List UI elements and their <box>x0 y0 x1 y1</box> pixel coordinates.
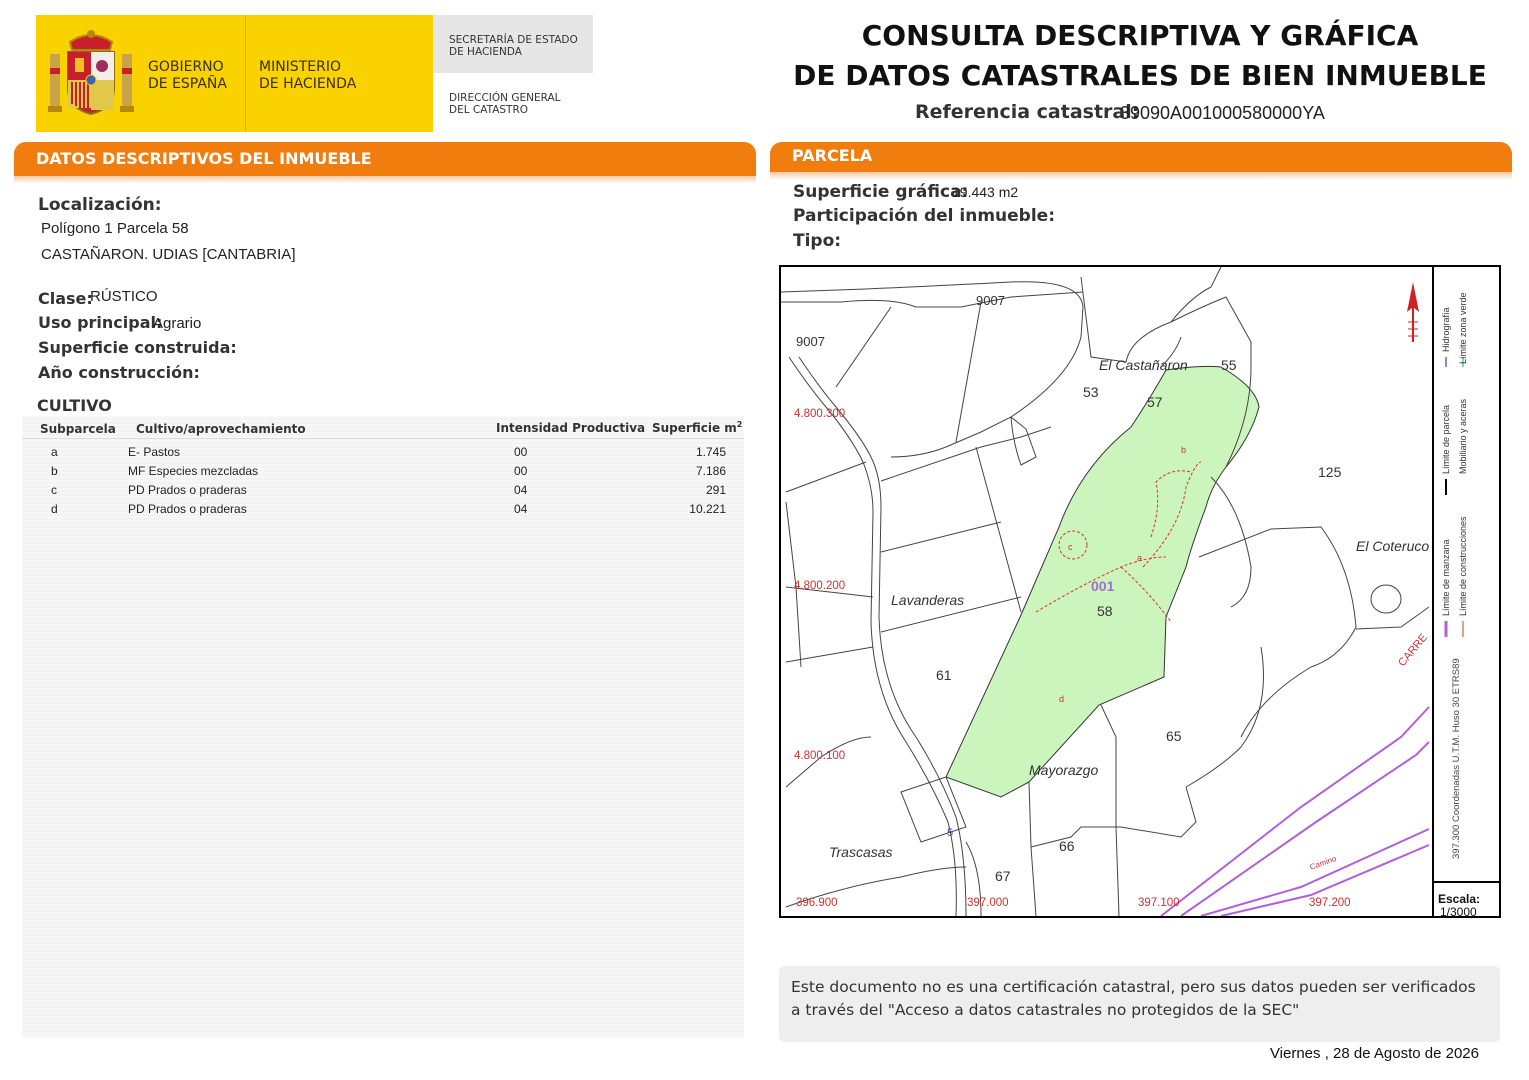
title-line2: DE DATOS CATASTRALES DE BIEN INMUEBLE <box>793 59 1487 92</box>
legend-mobiliario: Mobiliario y aceras <box>1458 398 1468 474</box>
document-title <box>770 16 1510 96</box>
label-61: 61 <box>936 667 952 683</box>
label-66: 66 <box>1059 838 1075 854</box>
label-coteruco: El Coteruco <box>1356 538 1430 554</box>
label-125: 125 <box>1318 464 1342 480</box>
anio-construccion-label: Año construcción: <box>38 363 200 382</box>
secretaria-label <box>449 34 578 58</box>
cell-superficie: 291 <box>705 483 726 497</box>
ministerio-label <box>259 59 356 93</box>
ministerio-line1: MINISTERIO <box>259 59 341 75</box>
col-cultivo: Cultivo/aprovechamiento <box>136 422 306 436</box>
pond-shape <box>1371 585 1401 613</box>
tipo-label: Tipo: <box>793 231 842 251</box>
label-9007a: 9007 <box>976 293 1005 308</box>
cell-intensidad: 04 <box>514 502 528 516</box>
label-55: 55 <box>1221 357 1237 373</box>
cell-superficie: 7.186 <box>695 464 726 478</box>
uso-principal-value: Agrario <box>153 315 202 332</box>
coord-y-300: 4.800.300 <box>794 408 846 420</box>
gobierno-line2: DE ESPAÑA <box>148 76 227 92</box>
logo-divider <box>245 15 246 132</box>
gobierno-line1: GOBIERNO <box>148 59 224 75</box>
cell-cultivo: E- Pastos <box>128 445 181 459</box>
label-67: 67 <box>995 868 1011 884</box>
col-superficie-sup: 2 <box>736 420 743 429</box>
legend-limite-manzana: Límite de manzana <box>1441 539 1451 616</box>
label-carre: CARRE <box>1396 631 1431 669</box>
parcela-header-shadow <box>770 172 1512 180</box>
col-superficie <box>652 420 742 435</box>
uso-principal-label: Uso principal: <box>38 313 163 332</box>
legend-zona-verde: Límite zona verde <box>1458 292 1468 364</box>
label-sub-a: a <box>1137 553 1143 563</box>
label-9007b: 9007 <box>796 334 825 349</box>
label-sub-b: b <box>1181 445 1187 455</box>
label-65: 65 <box>1166 728 1182 744</box>
label-sub-c: c <box>1068 542 1073 552</box>
cell-intensidad: 00 <box>514 445 528 459</box>
cell-intensidad: 04 <box>514 483 528 497</box>
col-subparcela: Subparcela <box>40 422 116 436</box>
cell-superficie: 1.745 <box>695 445 726 459</box>
title-line1: CONSULTA DESCRIPTIVA Y GRÁFICA <box>861 19 1419 52</box>
parcela-section-header: PARCELA <box>770 142 1512 172</box>
gobierno-label <box>148 59 227 93</box>
legend-hidrografia: Hidrografía <box>1441 307 1451 352</box>
label-001: 001 <box>1091 578 1115 594</box>
disclaimer-note: Este documento no es una certificación catastral, pero sus datos pueden ser verificados a través del "Acceso a datos catastrales no protegidos de la SEC" <box>779 966 1500 1042</box>
label-trascasas: Trascasas <box>829 844 893 860</box>
coord-y-200: 4.800.200 <box>794 580 846 592</box>
cell-subparcela: c <box>51 483 57 497</box>
label-57: 57 <box>1147 394 1163 410</box>
label-camino: Camino <box>1308 853 1338 872</box>
label-mayorazgo: Mayorazgo <box>1029 762 1099 778</box>
cell-cultivo: PD Prados o praderas <box>128 483 247 497</box>
table-header-divider <box>22 438 744 439</box>
coat-of-arms-icon <box>48 28 134 116</box>
secretaria-line1: SECRETARÍA DE ESTADO <box>449 34 578 46</box>
superficie-construida-label: Superficie construida: <box>38 338 237 357</box>
cadastral-map-drawing <box>781 267 1499 916</box>
label-5: 5 <box>947 827 954 839</box>
clase-value: RÚSTICO <box>90 288 158 305</box>
superficie-grafica-value: 19.443 m2 <box>952 184 1019 200</box>
localizacion-label: Localización: <box>38 195 162 215</box>
coord-y-100: 4.800.100 <box>794 750 846 762</box>
direccion-label <box>449 92 561 116</box>
label-castanaron: El Castañaron <box>1099 357 1188 373</box>
map-labels <box>796 293 1430 884</box>
manzana-lines <box>1161 707 1429 916</box>
north-arrow-icon <box>1407 282 1419 342</box>
label-sub-d: d <box>1059 694 1065 704</box>
legend-limite-parcela: Límite de parcela <box>1441 404 1451 474</box>
referencia-value: 39090A001000580000YA <box>1120 103 1325 123</box>
descriptivos-section-header: DATOS DESCRIPTIVOS DEL INMUEBLE <box>14 142 756 176</box>
col-superficie-label: Superficie m <box>652 421 737 435</box>
direccion-line2: DEL CATASTRO <box>449 104 529 116</box>
direccion-line1: DIRECCIÓN GENERAL <box>449 92 561 104</box>
superficie-grafica-label: Superficie gráfica: <box>793 182 969 202</box>
coord-x-900: 396.900 <box>796 897 838 909</box>
legend-coordenadas: 397.300 Coordenadas U.T.M. Huso 30 ETRS89 <box>1451 658 1462 859</box>
legend-limite-construcciones: Límite de construcciones <box>1458 516 1468 616</box>
descriptivos-header-shadow <box>14 176 756 184</box>
label-lavanderas: Lavanderas <box>891 592 965 608</box>
coord-x-000: 397.000 <box>967 897 1009 909</box>
col-intensidad: Intensidad Productiva <box>496 421 646 435</box>
secretaria-line2: DE HACIENDA <box>449 46 522 58</box>
cultivo-title: CULTIVO <box>37 396 112 415</box>
escala-value: 1/3000 <box>1440 905 1477 916</box>
referencia-label: Referencia catastral: <box>915 101 1140 123</box>
ministerio-line2: DE HACIENDA <box>259 76 357 92</box>
clase-label: Clase: <box>38 289 93 308</box>
participacion-label: Participación del inmueble: <box>793 206 1056 226</box>
label-53: 53 <box>1083 384 1099 400</box>
cell-subparcela: d <box>51 502 58 516</box>
escala-label: Escala: <box>1438 892 1481 906</box>
cell-subparcela: a <box>51 445 58 459</box>
label-58: 58 <box>1097 603 1113 619</box>
document-date: Viernes , 28 de Agosto de 2026 <box>1269 1045 1479 1062</box>
localizacion-line1: Polígono 1 Parcela 58 <box>41 220 189 237</box>
localizacion-line2: CASTAÑARON. UDIAS [CANTABRIA] <box>41 246 296 263</box>
cell-subparcela: b <box>51 464 58 478</box>
cell-intensidad: 00 <box>514 464 528 478</box>
cell-superficie: 10.221 <box>689 502 726 516</box>
cell-cultivo: PD Prados o praderas <box>128 502 247 516</box>
cell-cultivo: MF Especies mezcladas <box>128 464 259 478</box>
coord-x-200: 397.200 <box>1309 897 1351 909</box>
coord-x-100: 397.100 <box>1138 897 1180 909</box>
